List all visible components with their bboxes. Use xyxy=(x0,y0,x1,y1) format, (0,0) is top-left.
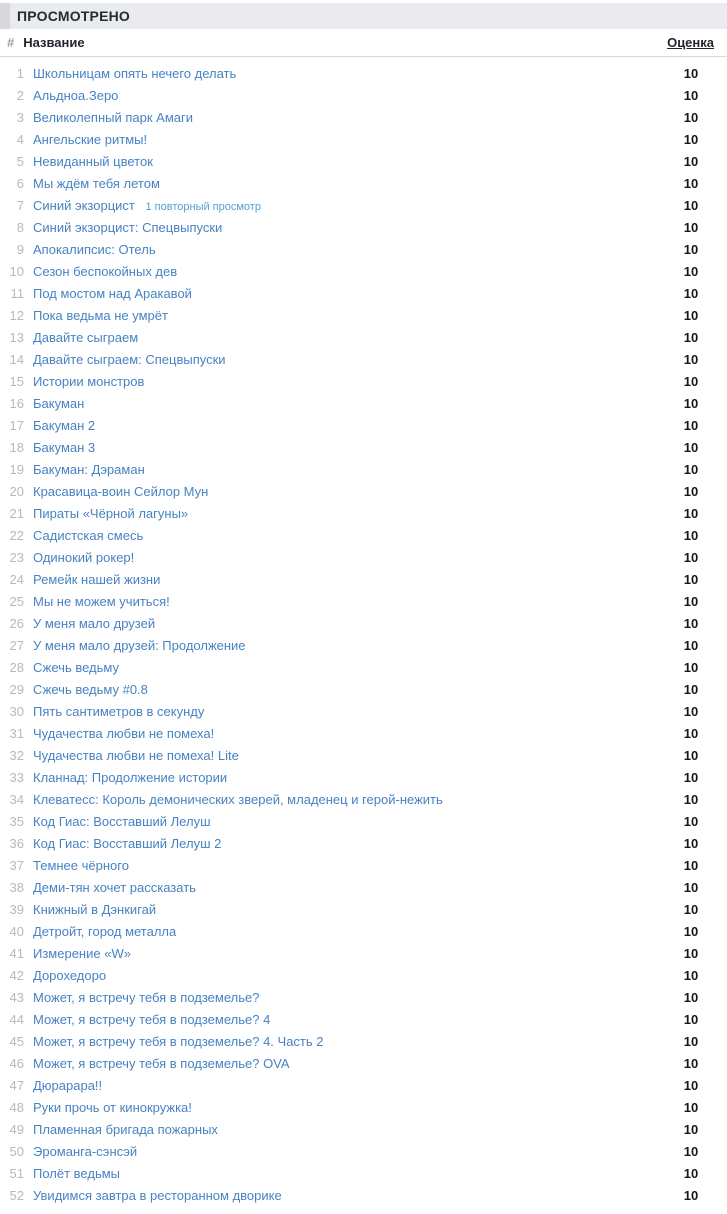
row-score: 10 xyxy=(683,923,699,939)
row-score: 10 xyxy=(683,593,699,609)
row-score: 10 xyxy=(683,791,699,807)
table-row xyxy=(0,634,727,656)
table-row xyxy=(0,986,727,1008)
anime-title-link[interactable]: Мы ждём тебя летом xyxy=(33,175,160,191)
anime-title-link[interactable]: Может, я встречу тебя в подземелье? 4. Часть 2 xyxy=(33,1033,324,1049)
row-score: 10 xyxy=(683,747,699,763)
table-row xyxy=(0,788,727,810)
row-index: 28 xyxy=(9,659,24,675)
row-index: 31 xyxy=(9,725,24,741)
row-title-cell xyxy=(33,198,668,213)
row-title-cell xyxy=(33,572,668,587)
anime-title-link[interactable]: Мы не можем учиться! xyxy=(33,593,170,609)
row-score: 10 xyxy=(683,219,699,235)
row-score: 10 xyxy=(683,175,699,191)
row-index: 14 xyxy=(9,351,24,367)
row-score: 10 xyxy=(683,461,699,477)
anime-title-link[interactable]: Пираты «Чёрной лагуны» xyxy=(33,505,189,521)
anime-title-link[interactable]: Дюрарара!! xyxy=(33,1077,103,1093)
row-title-cell xyxy=(33,440,668,455)
table-row xyxy=(0,920,727,942)
row-index: 18 xyxy=(9,439,24,455)
anime-title-link[interactable]: Сжечь ведьму xyxy=(33,659,119,675)
row-index: 43 xyxy=(9,989,24,1005)
row-index: 44 xyxy=(9,1011,24,1027)
row-score: 10 xyxy=(683,945,699,961)
row-index: 5 xyxy=(16,153,24,169)
row-title-cell xyxy=(33,704,668,719)
anime-title-link[interactable]: Может, я встречу тебя в подземелье? 4 xyxy=(33,1011,271,1027)
anime-title-link[interactable]: Детройт, город металла xyxy=(33,923,177,939)
anime-title-link[interactable]: Измерение «W» xyxy=(33,945,131,961)
table-row xyxy=(0,194,727,216)
row-index: 24 xyxy=(9,571,24,587)
row-index: 45 xyxy=(9,1033,24,1049)
anime-title-link[interactable]: Давайте сыграем xyxy=(33,329,139,345)
row-score: 10 xyxy=(683,395,699,411)
row-title-cell xyxy=(33,352,668,367)
table-row xyxy=(0,1184,727,1206)
row-score: 10 xyxy=(683,1187,699,1203)
row-index: 23 xyxy=(9,549,24,565)
anime-title-link[interactable]: Эроманга-сэнсэй xyxy=(33,1143,138,1159)
row-score: 10 xyxy=(683,857,699,873)
row-score: 10 xyxy=(683,835,699,851)
row-title-cell xyxy=(33,638,668,653)
row-title-cell xyxy=(33,968,668,983)
table-row xyxy=(0,62,727,84)
row-title-cell xyxy=(33,1012,668,1027)
anime-title-link[interactable]: Невиданный цветок xyxy=(33,153,153,169)
row-score: 10 xyxy=(683,989,699,1005)
row-title-cell xyxy=(33,1100,668,1115)
row-title-cell xyxy=(33,946,668,961)
anime-title-link[interactable]: Может, я встречу тебя в подземелье? xyxy=(33,989,260,1005)
row-score: 10 xyxy=(683,1055,699,1071)
table-row xyxy=(0,744,727,766)
anime-title-link[interactable]: Садистская смесь xyxy=(33,527,144,543)
column-header-index: # xyxy=(7,35,15,50)
row-score: 10 xyxy=(683,615,699,631)
anime-title-link[interactable]: Альдноа.Зеро xyxy=(33,87,119,103)
row-title-cell xyxy=(33,242,668,257)
table-row xyxy=(0,964,727,986)
row-index: 34 xyxy=(9,791,24,807)
anime-title-link[interactable]: Великолепный парк Амаги xyxy=(33,109,193,125)
row-title-cell xyxy=(33,902,668,917)
table-row xyxy=(0,766,727,788)
table-row xyxy=(0,656,727,678)
anime-title-link[interactable]: Апокалипсис: Отель xyxy=(33,241,156,257)
row-score: 10 xyxy=(683,901,699,917)
row-score: 10 xyxy=(683,1121,699,1137)
row-index: 13 xyxy=(9,329,24,345)
table-row xyxy=(0,480,727,502)
row-index: 30 xyxy=(9,703,24,719)
anime-title-link[interactable]: Под мостом над Аракавой xyxy=(33,285,192,301)
row-title-cell xyxy=(33,506,668,521)
row-index: 17 xyxy=(9,417,24,433)
anime-title-link[interactable]: Бакуман: Дэраман xyxy=(33,461,145,477)
table-row xyxy=(0,502,727,524)
anime-title-link[interactable]: У меня мало друзей xyxy=(33,615,156,631)
row-score: 10 xyxy=(683,307,699,323)
anime-title-link[interactable]: Деми-тян хочет рассказать xyxy=(33,879,196,895)
row-title-cell xyxy=(33,880,668,895)
row-title-cell xyxy=(33,308,668,323)
row-score: 10 xyxy=(683,263,699,279)
row-index: 40 xyxy=(9,923,24,939)
row-title-cell xyxy=(33,154,668,169)
row-index: 27 xyxy=(9,637,24,653)
row-title-cell xyxy=(33,770,668,785)
row-index: 4 xyxy=(16,131,24,147)
row-score: 10 xyxy=(683,1099,699,1115)
row-score: 10 xyxy=(683,1033,699,1049)
table-row xyxy=(0,942,727,964)
row-score: 10 xyxy=(683,109,699,125)
table-row xyxy=(0,1030,727,1052)
row-title-cell xyxy=(33,550,668,565)
table-row xyxy=(0,458,727,480)
anime-title-link[interactable]: Полёт ведьмы xyxy=(33,1165,121,1181)
row-title-cell xyxy=(33,1166,668,1181)
table-row xyxy=(0,150,727,172)
row-title-cell xyxy=(33,484,668,499)
anime-title-link[interactable]: Бакуман xyxy=(33,395,85,411)
row-score: 10 xyxy=(683,571,699,587)
anime-title-link[interactable]: Бакуман 2 xyxy=(33,417,96,433)
anime-title-link[interactable]: Может, я встречу тебя в подземелье? OVA xyxy=(33,1055,290,1071)
anime-title-link[interactable]: Сжечь ведьму #0.8 xyxy=(33,681,148,697)
anime-title-link[interactable]: Кланнад: Продолжение истории xyxy=(33,769,228,785)
row-score: 10 xyxy=(683,153,699,169)
anime-title-link[interactable]: Клеватесс: Король демонических зверей, младенец и герой-нежить xyxy=(33,791,443,807)
anime-title-link[interactable]: Пять сантиметров в секунду xyxy=(33,703,205,719)
table-row xyxy=(0,1162,727,1184)
row-index: 6 xyxy=(16,175,24,191)
row-score: 10 xyxy=(683,351,699,367)
table-row xyxy=(0,84,727,106)
anime-title-link[interactable]: Сезон беспокойных дев xyxy=(33,263,178,279)
row-title-cell xyxy=(33,616,668,631)
row-score: 10 xyxy=(683,527,699,543)
anime-rows-list xyxy=(0,57,727,1206)
anime-title-link[interactable]: Одинокий рокер! xyxy=(33,549,135,565)
table-row xyxy=(0,590,727,612)
row-index: 38 xyxy=(9,879,24,895)
row-title-cell xyxy=(33,220,668,235)
table-row xyxy=(0,260,727,282)
row-index: 35 xyxy=(9,813,24,829)
row-title-cell xyxy=(33,726,668,741)
anime-title-link[interactable]: Давайте сыграем: Спецвыпуски xyxy=(33,351,226,367)
row-score: 10 xyxy=(683,637,699,653)
row-score: 10 xyxy=(683,417,699,433)
table-row xyxy=(0,172,727,194)
table-row xyxy=(0,128,727,150)
row-index: 33 xyxy=(9,769,24,785)
table-row xyxy=(0,722,727,744)
row-score: 10 xyxy=(683,87,699,103)
row-title-cell xyxy=(33,1034,668,1049)
row-score: 10 xyxy=(683,65,699,81)
rewatch-count-link[interactable]: 1 повторный просмотр xyxy=(145,200,261,213)
row-index: 20 xyxy=(9,483,24,499)
table-row xyxy=(0,700,727,722)
row-index: 19 xyxy=(9,461,24,477)
row-title-cell xyxy=(33,110,668,125)
row-index: 21 xyxy=(9,505,24,521)
row-title-cell xyxy=(33,990,668,1005)
row-index: 9 xyxy=(16,241,24,257)
row-score: 10 xyxy=(683,1011,699,1027)
anime-title-link[interactable]: Школьницам опять нечего делать xyxy=(33,65,237,81)
anime-title-link[interactable]: Синий экзорцист xyxy=(33,197,135,213)
row-index: 15 xyxy=(9,373,24,389)
table-row xyxy=(0,392,727,414)
row-score: 10 xyxy=(683,967,699,983)
section-header-bar xyxy=(0,3,727,29)
anime-title-link[interactable]: Увидимся завтра в ресторанном дворике xyxy=(33,1187,282,1203)
anime-title-link[interactable]: Темнее чёрного xyxy=(33,857,129,873)
row-title-cell xyxy=(33,660,668,675)
row-score: 10 xyxy=(683,1165,699,1181)
row-index: 32 xyxy=(9,747,24,763)
table-row xyxy=(0,568,727,590)
row-title-cell xyxy=(33,176,668,191)
table-row xyxy=(0,326,727,348)
row-index: 42 xyxy=(9,967,24,983)
anime-title-link[interactable]: Чудачества любви не помеха! xyxy=(33,725,215,741)
row-title-cell xyxy=(33,1188,668,1203)
row-title-cell xyxy=(33,418,668,433)
anime-title-link[interactable]: Истории монстров xyxy=(33,373,145,389)
row-index: 16 xyxy=(9,395,24,411)
row-index: 36 xyxy=(9,835,24,851)
row-score: 10 xyxy=(683,659,699,675)
row-index: 52 xyxy=(9,1187,24,1203)
row-title-cell xyxy=(33,374,668,389)
table-row xyxy=(0,414,727,436)
row-title-cell xyxy=(33,264,668,279)
column-header-title: Название xyxy=(23,35,85,50)
table-row xyxy=(0,304,727,326)
row-title-cell xyxy=(33,594,668,609)
table-row xyxy=(0,282,727,304)
row-index: 12 xyxy=(9,307,24,323)
table-row xyxy=(0,876,727,898)
table-row xyxy=(0,216,727,238)
row-index: 7 xyxy=(16,197,24,213)
row-index: 22 xyxy=(9,527,24,543)
anime-title-link[interactable]: Пока ведьма не умрёт xyxy=(33,307,168,323)
row-index: 41 xyxy=(9,945,24,961)
table-row xyxy=(0,832,727,854)
anime-title-link[interactable]: Код Гиас: Восставший Лелуш xyxy=(33,813,211,829)
watched-anime-list-page xyxy=(0,3,727,1206)
row-index: 50 xyxy=(9,1143,24,1159)
table-row xyxy=(0,678,727,700)
row-index: 3 xyxy=(16,109,24,125)
row-title-cell xyxy=(33,1056,668,1071)
table-row xyxy=(0,1074,727,1096)
row-index: 47 xyxy=(9,1077,24,1093)
table-row xyxy=(0,370,727,392)
row-title-cell xyxy=(33,1122,668,1137)
row-index: 49 xyxy=(9,1121,24,1137)
row-title-cell xyxy=(33,836,668,851)
row-score: 10 xyxy=(683,197,699,213)
row-score: 10 xyxy=(683,813,699,829)
table-row xyxy=(0,854,727,876)
anime-title-link[interactable]: Код Гиас: Восставший Лелуш 2 xyxy=(33,835,222,851)
table-header-row xyxy=(0,29,727,57)
row-title-cell xyxy=(33,528,668,543)
row-score: 10 xyxy=(683,703,699,719)
table-row xyxy=(0,810,727,832)
anime-title-link[interactable]: Синий экзорцист: Спецвыпуски xyxy=(33,219,223,235)
row-title-cell xyxy=(33,682,668,697)
anime-title-link[interactable]: Чудачества любви не помеха! Lite xyxy=(33,747,239,763)
table-row xyxy=(0,1118,727,1140)
row-index: 1 xyxy=(16,65,24,81)
column-header-score-sort-link[interactable]: Оценка xyxy=(667,35,714,50)
anime-title-link[interactable]: У меня мало друзей: Продолжение xyxy=(33,637,246,653)
row-title-cell xyxy=(33,748,668,763)
row-score: 10 xyxy=(683,329,699,345)
row-score: 10 xyxy=(683,769,699,785)
row-score: 10 xyxy=(683,1077,699,1093)
row-index: 11 xyxy=(10,285,24,301)
row-score: 10 xyxy=(683,879,699,895)
row-score: 10 xyxy=(683,549,699,565)
row-title-cell xyxy=(33,88,668,103)
row-score: 10 xyxy=(683,241,699,257)
row-score: 10 xyxy=(683,483,699,499)
row-score: 10 xyxy=(683,285,699,301)
row-title-cell xyxy=(33,814,668,829)
table-row xyxy=(0,1096,727,1118)
table-row xyxy=(0,1052,727,1074)
row-title-cell xyxy=(33,858,668,873)
row-score: 10 xyxy=(683,725,699,741)
row-title-cell xyxy=(33,330,668,345)
row-title-cell xyxy=(33,924,668,939)
table-row xyxy=(0,1008,727,1030)
anime-title-link[interactable]: Книжный в Дэнкигай xyxy=(33,901,157,917)
row-score: 10 xyxy=(683,1143,699,1159)
row-index: 8 xyxy=(16,219,24,235)
row-title-cell xyxy=(33,286,668,301)
anime-title-link[interactable]: Пламенная бригада пожарных xyxy=(33,1121,218,1137)
row-index: 26 xyxy=(9,615,24,631)
table-row xyxy=(0,436,727,458)
table-row xyxy=(0,348,727,370)
row-title-cell xyxy=(33,792,668,807)
row-title-cell xyxy=(33,132,668,147)
row-index: 39 xyxy=(9,901,24,917)
table-row xyxy=(0,106,727,128)
row-index: 10 xyxy=(9,263,24,279)
row-title-cell xyxy=(33,1144,668,1159)
anime-title-link[interactable]: Ангельские ритмы! xyxy=(33,131,148,147)
row-score: 10 xyxy=(683,681,699,697)
row-title-cell xyxy=(33,396,668,411)
section-title: ПРОСМОТРЕНО xyxy=(17,8,131,24)
row-title-cell xyxy=(33,1078,668,1093)
row-title-cell xyxy=(33,66,668,81)
row-index: 29 xyxy=(9,681,24,697)
row-score: 10 xyxy=(683,131,699,147)
table-row xyxy=(0,898,727,920)
row-index: 25 xyxy=(9,593,24,609)
row-score: 10 xyxy=(683,505,699,521)
row-index: 51 xyxy=(9,1165,24,1181)
anime-title-link[interactable]: Бакуман 3 xyxy=(33,439,96,455)
anime-title-link[interactable]: Красавица-воин Сейлор Мун xyxy=(33,483,209,499)
table-row xyxy=(0,612,727,634)
table-row xyxy=(0,524,727,546)
row-score: 10 xyxy=(683,439,699,455)
table-row xyxy=(0,546,727,568)
row-index: 2 xyxy=(16,87,24,103)
anime-title-link[interactable]: Дорохедоро xyxy=(33,967,107,983)
row-score: 10 xyxy=(683,373,699,389)
row-index: 37 xyxy=(9,857,24,873)
row-index: 46 xyxy=(9,1055,24,1071)
anime-title-link[interactable]: Руки прочь от кинокружка! xyxy=(33,1099,192,1115)
row-index: 48 xyxy=(9,1099,24,1115)
table-row xyxy=(0,238,727,260)
table-row xyxy=(0,1140,727,1162)
row-title-cell xyxy=(33,462,668,477)
anime-title-link[interactable]: Ремейк нашей жизни xyxy=(33,571,161,587)
